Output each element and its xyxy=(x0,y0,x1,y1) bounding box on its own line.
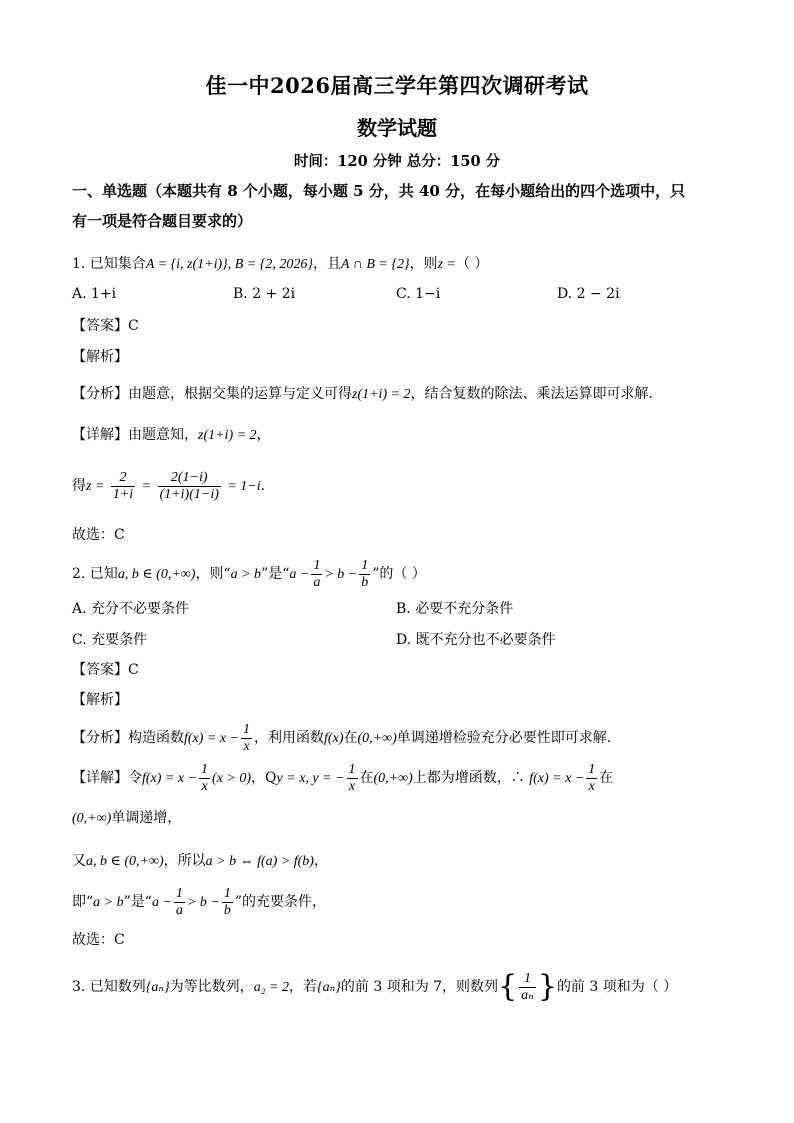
q1-detail xyxy=(72,425,271,446)
q2-expr-2: > b − xyxy=(324,567,358,582)
q2-detail-fn-2: f(x) = x − xyxy=(529,771,585,786)
q2-analysis-fx: f(x) xyxy=(324,731,344,746)
q3-reciprocal-frac: $\frac{1}{\text{aₙ}}$ xyxy=(521,970,534,1003)
q1-eq1: z = xyxy=(86,479,105,494)
q2-ji-c: ”的充要条件， xyxy=(234,894,326,910)
q1-choice: 故选：C xyxy=(72,527,125,543)
q2-detail-interval: (0,+∞) xyxy=(373,771,413,786)
q2-comma: ， xyxy=(313,853,328,869)
q1-analysis xyxy=(72,384,653,405)
q1-jiexi: 【解析】 xyxy=(72,349,128,365)
q3-mid2: ，若 xyxy=(289,979,318,995)
q2-jiexi: 【解析】 xyxy=(72,692,128,708)
q1-fraction-2: $\frac{2(1-i)}{(1+i)(1-i)}$ xyxy=(159,469,219,502)
q1-detail-comma: ， xyxy=(256,427,271,443)
q2-then: ，则“ xyxy=(195,566,231,582)
q2-condition: a, b ∈ (0,+∞) xyxy=(117,567,196,582)
q2-ji-e2: > b − xyxy=(186,895,220,910)
q2-frac-b: $\frac{1}{b}$ xyxy=(361,557,369,590)
q2-option-a: A. 充分不必要条件 xyxy=(72,601,190,617)
q2-ab: a, b ∈ (0,+∞) xyxy=(86,854,164,869)
q2-detail-frac-2: $\frac{1}{x}$ xyxy=(348,761,356,794)
q2-detail2-text: 单调递增， xyxy=(111,810,182,826)
q1-solution: 得z = $\frac{2}{1+i}$ = $\frac{2(1-i)}{(1+i)(1-i)}$ = 1−i. xyxy=(72,469,266,502)
q3-seq: {aₙ} xyxy=(145,980,170,995)
exam-subject: 数学试题 xyxy=(357,116,437,140)
q2-detail-zai-2: 在 xyxy=(599,770,614,786)
q1-de: 得 xyxy=(72,478,86,494)
q2-ji-a: 即“ xyxy=(72,894,94,910)
q1-detail-math: z(1+i) = 2 xyxy=(198,428,257,443)
q3-seq-2: {aₙ} xyxy=(317,980,341,995)
q2-detail-domain: (x > 0) xyxy=(212,771,252,786)
q2-detail-y: y = x, y = − xyxy=(276,771,345,786)
q2-prefix: 2. 已知 xyxy=(72,566,118,582)
q2-analysis-text-2: ，利用函数 xyxy=(254,730,325,746)
q2-detail xyxy=(72,760,613,797)
q2-implication: a > b ⇔ f(a) > f(b) xyxy=(205,854,314,869)
q2-de: ”的（ ） xyxy=(372,566,426,582)
q3-mid3: 的前 3 项和为 7，则数列 xyxy=(340,979,499,995)
q2-analysis-text: 【分析】构造函数 xyxy=(72,730,184,746)
q2-analysis-frac: $\frac{1}{x}$ xyxy=(243,721,251,754)
q1-detail-text: 【详解】由题意知， xyxy=(72,427,198,443)
q2-option-b: B. 必要不充分条件 xyxy=(396,601,514,617)
section-heading-line2: 有一项是符合题目要求的） xyxy=(72,212,253,230)
q1-analysis-text-2: ，结合复数的除法、乘法运算即可求解. xyxy=(410,386,654,402)
q2-detail-zai: 在 xyxy=(359,770,374,786)
q2-detail-text-2: 上都为增函数， xyxy=(412,770,511,786)
q1-condition: A ∩ B = {2} xyxy=(340,257,410,272)
q2-analysis xyxy=(72,720,611,757)
q2-detail-text: 【详解】令 xyxy=(72,770,142,786)
q2-detail-line2 xyxy=(72,808,181,829)
q3-mid1: 为等比数列， xyxy=(169,979,254,995)
q2-answer: 【答案】C xyxy=(72,662,139,678)
q1-analysis-math: z(1+i) = 2 xyxy=(352,387,411,402)
q1-suffix: ，则 xyxy=(409,256,438,272)
q2-detail-q: ，Q xyxy=(251,770,277,786)
exam-title: 佳一中2026届高三学年第四次调研考试 xyxy=(205,73,589,98)
exam-info: 时间：120 分钟 总分：150 分 xyxy=(293,153,501,170)
q1-option-b: B. 2 + 2i xyxy=(233,286,296,302)
q2-detail-line4 xyxy=(72,884,326,921)
question-3: 3. 已知数列{aₙ}为等比数列，a₂ = 2，若{aₙ}的前 3 项和为 7，则数列{ $\frac{1}{\text{aₙ}}$ }的前 3 项和为（ ） xyxy=(72,969,678,1004)
q2-detail-line3 xyxy=(72,851,328,872)
q3-prefix: 3. 已知数列 xyxy=(72,979,146,995)
q2-therefore: ∴ xyxy=(510,770,525,786)
q1-paren: （ ） xyxy=(455,256,489,272)
q2-option-c: C. 充要条件 xyxy=(72,632,148,648)
q1-option-a: A. 1+i xyxy=(72,286,117,302)
q2-detail2-interval: (0,+∞) xyxy=(72,811,112,826)
q2-analysis-fn: f(x) = x − xyxy=(184,731,240,746)
q3-a2: a₂ = 2 xyxy=(253,980,290,995)
q2-option-d: D. 既不充分也不必要条件 xyxy=(396,632,556,648)
q2-ji-frac-b: $\frac{1}{b}$ xyxy=(223,885,231,918)
q1-prefix: 1. 已知集合 xyxy=(72,256,146,272)
q2-analysis-interval: (0,+∞) xyxy=(357,731,397,746)
question-2 xyxy=(72,556,426,593)
q2-detail-fn: f(x) = x − xyxy=(142,771,198,786)
q2-suoyi: ，所以 xyxy=(163,853,206,869)
q2-shi: ”是“ xyxy=(261,566,290,582)
q2-analysis-text-3: 单调递增检验充分必要性即可求解. xyxy=(396,730,612,746)
q1-answer: 【答案】C xyxy=(72,318,139,334)
section-heading-line1: 一、单选题（本题共有 8 个小题，每小题 5 分，共 40 分，在每小题给出的四个选项中，只 xyxy=(72,182,686,200)
question-1 xyxy=(72,254,488,275)
q3-tail: 的前 3 项和为（ ） xyxy=(556,979,678,995)
q1-ask: z = xyxy=(437,257,456,272)
q2-ji-agtb: a > b xyxy=(93,895,124,910)
q1-mid: ，且 xyxy=(312,256,341,272)
q2-ji-b: ”是“ xyxy=(123,894,152,910)
q1-eq2: = 1−i xyxy=(227,479,261,494)
q1-dot: . xyxy=(260,478,266,494)
q2-choice: 故选：C xyxy=(72,932,125,948)
q2-ji-frac-a: $\frac{1}{a}$ xyxy=(175,885,183,918)
q1-option-c: C. 1−i xyxy=(396,286,441,302)
q2-expr-1: a − xyxy=(289,567,310,582)
q2-detail-frac: $\frac{1}{x}$ xyxy=(201,761,209,794)
q2-frac-a: $\frac{1}{a}$ xyxy=(313,557,321,590)
q1-option-d: D. 2 − 2i xyxy=(557,286,620,302)
q2-you: 又 xyxy=(72,853,86,869)
q1-set-a: A = {i, z(1+i)}, B = {2, 2026} xyxy=(145,257,313,272)
q2-analysis-zai: 在 xyxy=(343,730,358,746)
q2-detail-frac-3: $\frac{1}{x}$ xyxy=(588,761,596,794)
q1-fraction-1: $\frac{2}{1+i}$ xyxy=(112,469,134,502)
q1-analysis-text: 【分析】由题意，根据交集的运算与定义可得 xyxy=(72,386,352,402)
q2-ji-e1: a − xyxy=(151,895,172,910)
q2-a-gt-b: a > b xyxy=(230,567,262,582)
